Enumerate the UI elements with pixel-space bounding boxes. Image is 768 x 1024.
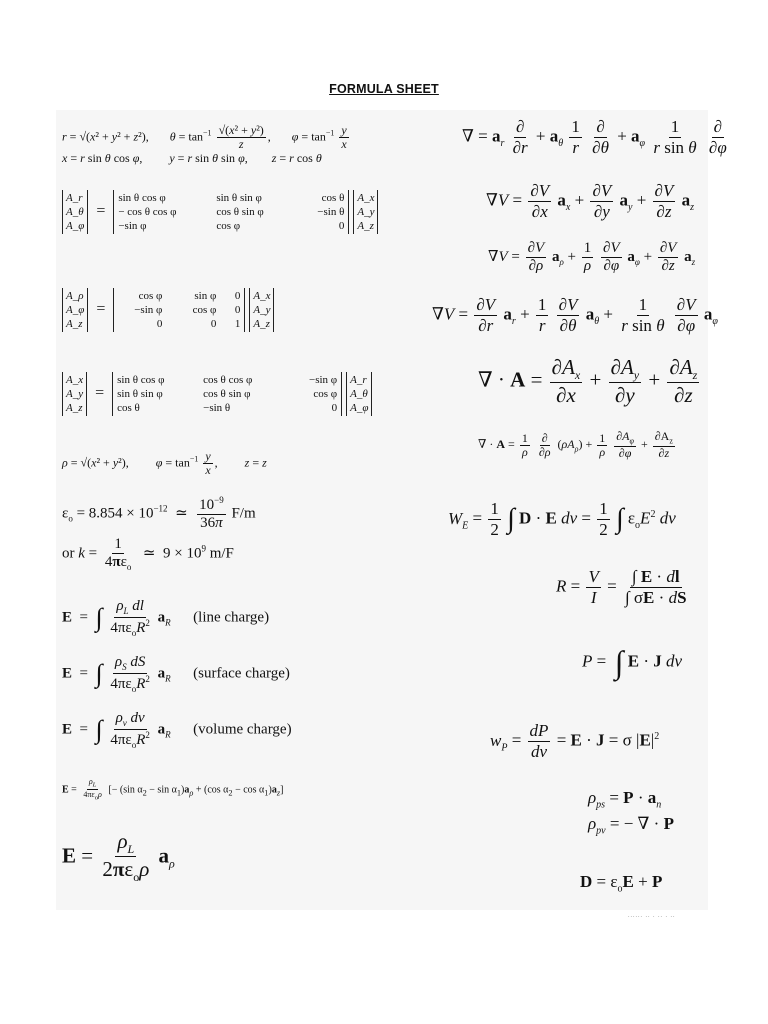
matrix: cos φ sin φ 0 −sin φ cos φ 0 0 0 1	[113, 288, 245, 332]
electrostatic-energy: $W_E$ = $\frac{1}{2}$ ∫ D · E dv = $\frac{1}{2}$ ∫ $\varepsilon_oE^2$ dv	[448, 499, 676, 539]
bound-volume-charge: $\rho_{pv}$ = − ∇ · P	[588, 814, 674, 837]
footer-mark: ...... .. . .. . ..	[628, 913, 676, 919]
vec-right: A_x A_y A_z	[249, 288, 274, 332]
epsilon-zero: $\varepsilon_o = 8.854 \times 10^{-12}$ ≃ $\frac{10^{-9}}{36\pi}$ F/m	[62, 495, 256, 531]
divergence-cartesian: ∇ · A = $\frac{\partial A_x}{\partial x}$ + $\frac{\partial A_y}{\partial y}$ + $\frac{\partial A_z}{\partial z}$	[478, 355, 698, 408]
e-field-surface-charge: E = ∫ $\frac{\rho_S dS}{4\pi\varepsilon_oR^2}$ $a_R$ (surface charge)	[62, 654, 290, 694]
spherical-coords-line1: r = √(x² + y² + z²), $\theta = \tan^{-1}$ $\frac{\text{√(x² + y²)}}{z}$ , $\varphi = \tan^{-1}$ $\frac{y}{x}$	[62, 123, 347, 152]
spherical-coords-line2: x = r sin θ cos φ, y = r sin θ sin φ, z = r cos θ	[62, 151, 322, 165]
divergence-cylindrical: ∇ · A = $\frac{1}{\rho}$ $\frac{\partial}{\partial\rho}$ $(\rho A_\rho)$ + $\frac{1}{\rho}$ $\frac{\partial A_\varphi}{\partial\varphi}$ + $\frac{\partial A_z}{\partial z}$	[478, 429, 673, 461]
bound-surface-charge: $\rho_{ps} = P \cdot a_n$	[588, 788, 662, 811]
matrix: sin θ cos φ sin θ sin φ cos θ − cos θ cos φ cos θ sin φ −sin θ −sin φ cos φ 0	[113, 190, 349, 234]
vec-left: A_x A_y A_z	[62, 372, 87, 416]
coulomb-constant: or k = $\frac{1}{4\pi\varepsilon_o}$ ≃ $9 \times 10^9$ m/F	[62, 536, 234, 572]
matrix-cyl-from-cart: A_ρ A_φ A_z = cos φ sin φ 0 −sin φ cos φ 0 0 0 1 A_x A_y A_z	[62, 288, 274, 332]
e-field-finite-line: E = $\frac{\rho_L}{4\pi\varepsilon_o\rho}$ [− (sin $\alpha_2 - \sin \alpha_1)a_\rho + (\cos$ $\alpha_2 - \cos \alpha_1)a_z$]	[62, 777, 284, 802]
e-field-infinite-line: E = $\frac{\rho_L}{2\pi\varepsilon_o\rho}$ $a_\rho$	[62, 829, 175, 885]
gradient-cartesian: ∇V = $\frac{\partial V}{\partial x}$ $a_x$ + $\frac{\partial V}{\partial y}$ $a_y$ + $\frac{\partial V}{\partial z}$ $a_z$	[486, 181, 694, 221]
matrix: sin θ cos φ cos θ cos φ −sin φ sin θ sin φ cos θ sin φ cos φ cos θ −sin θ 0	[112, 372, 342, 416]
power-density: $w_P$ = $\frac{dP}{dv}$ = E · J = σ $|E|^2$	[490, 721, 660, 761]
matrix-cart-from-sph: A_x A_y A_z = sin θ cos φ cos θ cos φ −sin φ sin θ sin φ cos θ sin φ cos φ cos θ −sin θ 0 A_r A_θ A_φ	[62, 372, 372, 416]
vec-right: A_x A_y A_z	[353, 190, 378, 234]
e-field-volume-charge: E = ∫ $\frac{\rho_v dv}{4\pi\varepsilon_oR^2}$ $a_R$ (volume charge)	[62, 710, 292, 750]
e-field-line-charge: E = ∫ $\frac{\rho_L dl}{4\pi\varepsilon_oR^2}$ $a_R$ (line charge)	[62, 598, 270, 638]
power: P = ∫ E · J dv	[582, 644, 683, 680]
page-title: FORMULA SHEET	[329, 82, 439, 96]
gradient-spherical: ∇V = $\frac{\partial V}{\partial r}$ $a_r$ + $\frac{1}{r}$ $\frac{\partial V}{\partial\theta}$ $a_\theta$ + $\frac{1}{\text{r sin θ}}$ $\frac{\partial V}{\partial\varphi}$ $a_\varphi$	[432, 295, 718, 335]
vec-left: A_ρ A_φ A_z	[62, 288, 88, 332]
displacement-field: $D = \varepsilon_oE + P$	[580, 872, 663, 895]
resistance: R = $\frac{V}{I}$ = $\frac{\int E \cdot dl}{\int \sigma E \cdot dS}$	[556, 567, 687, 607]
gradient-cylindrical: ∇V = $\frac{\partial V}{\partial\rho}$ $a_\rho$ + $\frac{1}{\rho}$ $\frac{\partial V}{\partial\varphi}$ $a_\varphi$ + $\frac{\partial V}{\partial z}$ $a_z$	[488, 240, 696, 274]
del-operator-spherical: ∇ = $a_r$ $\frac{\partial}{\partial r}$ + $a_\theta$ $\frac{1}{r}$ $\frac{\partial}{\partial\theta}$ + $a_\varphi$ $\frac{1}{\text{r sin θ}}$ $\frac{\partial}{\partial\varphi}$	[462, 117, 727, 157]
cylindrical-coords: ρ = √(x² + y²), $\varphi = \tan^{-1}$ $\frac{y}{x}$ , z = z	[62, 449, 267, 478]
vec-right: A_r A_θ A_φ	[346, 372, 372, 416]
matrix-sph-from-cart: A_r A_θ A_φ = sin θ cos φ sin θ sin φ cos θ − cos θ cos φ cos θ sin φ −sin θ −sin φ cos φ 0 A_x A_y A_z	[62, 190, 378, 234]
vec-left: A_r A_θ A_φ	[62, 190, 88, 234]
